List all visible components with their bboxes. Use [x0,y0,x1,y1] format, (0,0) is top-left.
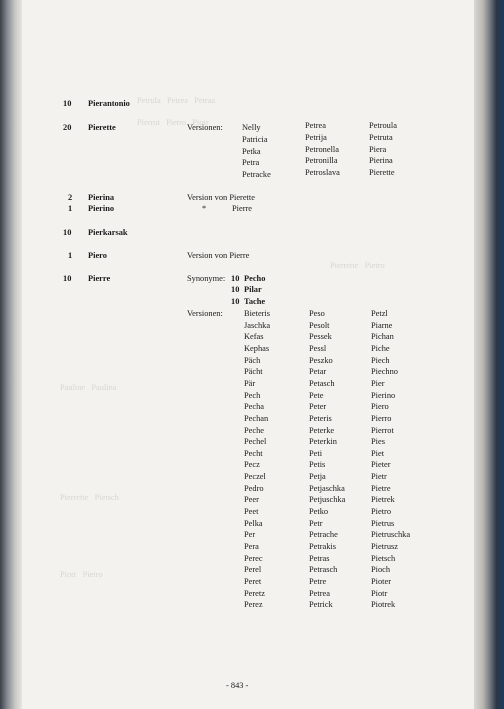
name-variant: Pächt [244,367,263,377]
name-variant: Pera [244,542,259,551]
name-variant: Pietre [371,483,391,493]
name-variant: Petras [309,553,330,563]
name-variant: Pecha [244,402,264,412]
name-variant: Petra [242,158,260,168]
name-variant: Pier [371,378,385,388]
name-variant: Peche [244,425,264,435]
name-variant: Piechno [371,367,398,377]
book-gutter [0,0,22,709]
name-variant: Pessl [309,343,327,353]
name-variant: Jaschka [244,320,271,330]
name-variant: Pessek [309,332,332,342]
name-variant: Bieteris [244,309,271,318]
name-variant: Peter [309,402,327,412]
name-variant: Pietrek [371,495,395,505]
name-variant: Päch [244,355,261,365]
entry-name: Pierette [88,123,116,132]
name-variant: Peer [244,495,259,505]
bleed-through-text: Petrula Petrea Petraa [137,96,216,105]
name-variant: Pietruschka [371,530,411,540]
name-variant: Petroslava [305,168,340,178]
entry-count: 10 [63,99,72,108]
relation-marker: * [202,204,207,213]
name-variant: Piet [371,448,385,458]
name-variant: Petrakis [309,542,336,551]
name-variant: Pies [371,437,385,447]
name-variant: Piarne [371,320,393,330]
name-variant: Pichan [371,332,394,342]
name-variant: Nelly [242,123,261,132]
name-variant: Peszko [309,355,333,365]
name-variant: Patricia [242,134,268,144]
name-variant: Pecht [244,448,263,458]
synonym-count: 10 [231,297,240,306]
name-variant: Petka [242,146,261,156]
name-variant: Piero [371,402,389,412]
name-variant: Petasch [309,378,335,388]
name-variant: Pechel [244,437,267,447]
versions-label: Versionen: [187,309,223,318]
name-variant: Petzl [371,309,388,318]
name-variant: Peretz [244,588,265,598]
name-variant: Piotr [371,588,388,598]
name-variant: Pech [244,390,261,400]
page-edge [474,0,504,709]
name-variant: Petja [309,472,326,482]
name-variant: Pietrus [371,518,395,528]
name-variant: Peteris [309,413,332,423]
name-variant: Piotrek [371,600,396,610]
entry-name: Pierino [88,204,115,213]
synonym-name: Pilar [244,285,262,294]
name-variant: Petjuschka [309,495,346,505]
name-variant: Petko [309,507,329,517]
name-variant: Pietsch [371,553,396,563]
entry-name: Pierkarsak [88,228,128,237]
name-variant: Petruta [369,132,393,142]
name-variant: Petrache [309,530,338,540]
name-variant: Petis [309,460,326,470]
name-variant: Petr [309,518,323,528]
name-variant: Petjaschka [309,483,345,493]
bleed-through-text: Piotr Pietro [60,570,103,579]
name-variant: Pierino [371,390,396,400]
name-variant: Pioter [371,576,392,586]
name-variant: Petrick [309,600,333,610]
synonym-name: Tache [244,297,266,306]
name-variant: Peterke [309,425,335,435]
relation-label: Version von Pierre [187,251,250,260]
relation-label: Versionen: [187,123,223,132]
name-variant: Pechan [244,413,269,423]
synonym-name: Pecho [244,274,266,283]
name-variant: Pedro [244,483,264,493]
name-variant: Pietrusz [371,542,398,551]
name-variant: Petracke [242,170,271,180]
name-variant: Pierro [371,413,392,423]
name-variant: Perec [244,553,263,563]
name-variant: Peso [309,309,325,318]
name-variant: Pete [309,390,324,400]
name-variant: Pierette [369,168,395,178]
entry-name: Pierre [88,274,111,283]
name-variant: Peet [244,507,259,517]
synonym-count: 10 [231,274,240,283]
name-variant: Piera [369,144,387,154]
name-variant: Piech [371,355,390,365]
name-variant: Pietr [371,472,387,482]
bleed-through-text: Pauline Paulina [60,383,117,392]
synonym-count: 10 [231,285,240,294]
name-variant: Petrea [309,588,330,598]
name-variant: Pesolt [309,320,330,330]
name-variant: Perel [244,565,262,575]
name-variant: Peret [244,576,262,586]
entry-name: Pierina [88,193,115,202]
name-variant: Piche [371,343,390,353]
bleed-through-text: Pierrette Pietro [330,261,385,270]
name-variant: Petrija [305,132,327,142]
name-variant: Pioch [371,565,391,575]
name-variant: Petrasch [309,565,338,575]
name-variant: Peterkin [309,437,337,447]
entry-name: Pierantonio [88,99,130,108]
entry-count: 10 [63,228,72,237]
entry-count: 10 [63,274,72,283]
name-variant: Pieter [371,460,391,470]
entry-name: Piero [88,251,107,260]
name-variant: Pietro [371,507,392,517]
entry-count: 1 [68,251,73,260]
name-variant: Peczel [244,472,266,482]
name-variant: Pelka [244,518,263,528]
name-variant: Peti [309,448,323,458]
name-variant: Per [244,530,256,540]
bleed-through-text: Pierrette Pietsch [60,493,119,502]
entry-count: 1 [68,204,73,213]
name-variant: Pär [244,378,256,388]
relation-label: Synonyme: [187,274,226,283]
name-variant: Kefas [244,332,264,342]
name-variant: Pierina [369,156,393,166]
name-variant: Petre [309,576,327,586]
relation-label: Version von Pierette [187,193,255,202]
name-variant: Perez [244,600,263,610]
name-variant: Petroula [369,121,397,130]
page-number: - 843 - [226,681,249,690]
entry-count: 20 [63,123,72,132]
name-variant: Pierrot [371,425,394,435]
bleed-through-text: Pierrot Pietro Piotr [137,118,209,127]
name-variant: Petar [309,367,327,377]
related-name: Pierre [232,204,252,213]
name-variant: Petronilla [305,156,338,166]
name-variant: Petrea [305,121,326,130]
name-variant: Pecz [244,460,260,470]
name-variant: Petronella [305,144,339,154]
entry-count: 2 [68,193,73,202]
name-variant: Kephas [244,343,270,353]
